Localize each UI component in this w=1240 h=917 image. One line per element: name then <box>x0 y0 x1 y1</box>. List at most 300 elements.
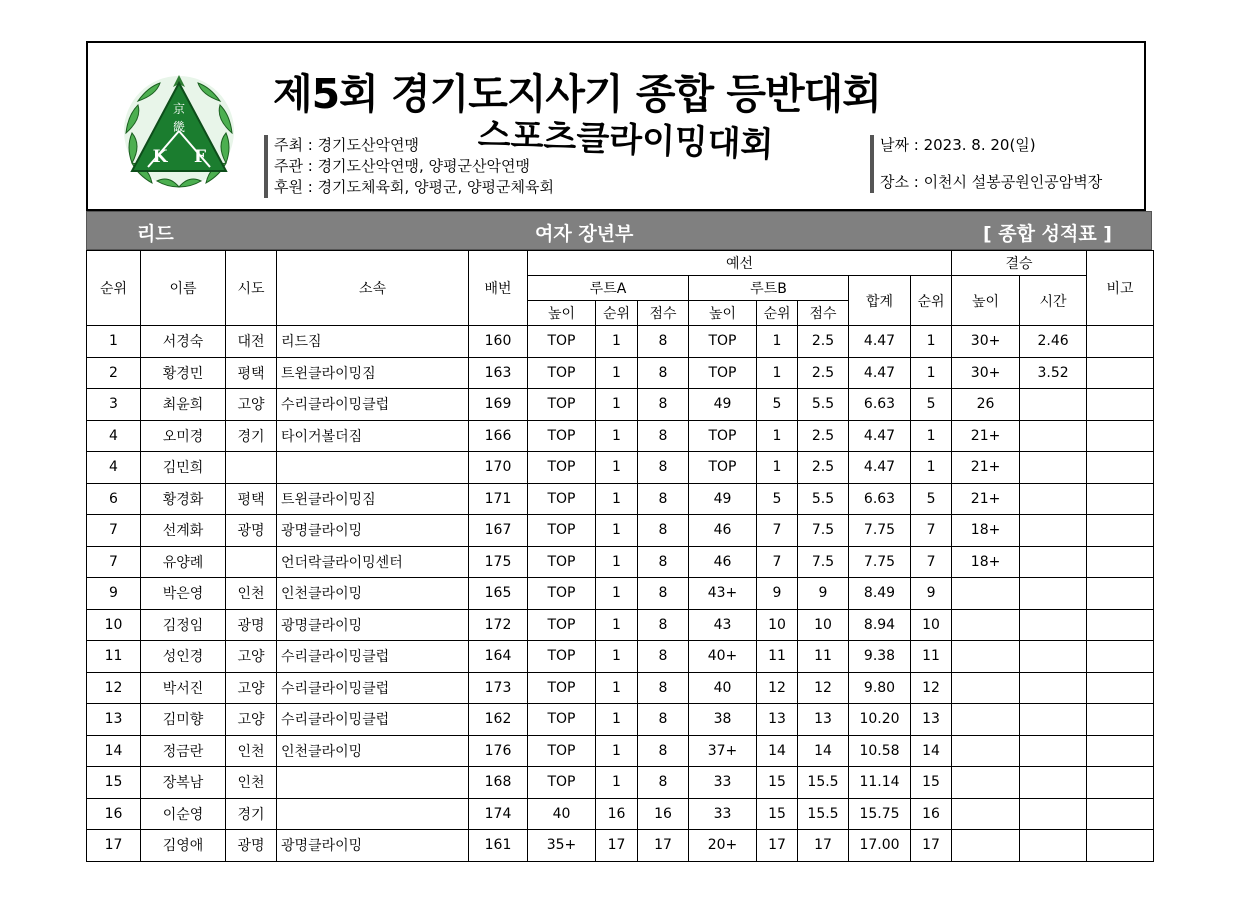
cell-final-height: 30+ <box>952 326 1020 358</box>
cell-b-points: 9 <box>798 578 849 610</box>
cell-final-height: 18+ <box>952 515 1020 547</box>
cell-a-rank: 1 <box>596 546 638 578</box>
cell-note <box>1087 578 1154 610</box>
cell-rank: 7 <box>87 515 141 547</box>
cell-note <box>1087 672 1154 704</box>
cell-qual-rank: 7 <box>911 546 952 578</box>
cell-rank: 4 <box>87 452 141 484</box>
cell-name: 김민희 <box>141 452 226 484</box>
table-row <box>87 798 1154 830</box>
cell-a-rank: 1 <box>596 704 638 736</box>
cell-name: 성인경 <box>141 641 226 673</box>
cell-name: 김정임 <box>141 609 226 641</box>
cell-a-height: TOP <box>528 483 596 515</box>
cell-a-rank: 1 <box>596 672 638 704</box>
cell-a-rank: 1 <box>596 452 638 484</box>
cell-name: 정금란 <box>141 735 226 767</box>
cell-a-height: TOP <box>528 420 596 452</box>
cell-note <box>1087 641 1154 673</box>
cell-final-time <box>1020 830 1087 862</box>
cell-final-time <box>1020 704 1087 736</box>
cell-total: 7.75 <box>849 546 911 578</box>
cell-rank: 7 <box>87 546 141 578</box>
cell-final-time <box>1020 609 1087 641</box>
cell-final-time <box>1020 452 1087 484</box>
cell-region: 고양 <box>226 672 277 704</box>
cell-rank: 6 <box>87 483 141 515</box>
logo-char-2: 畿 <box>172 120 186 134</box>
cell-note <box>1087 735 1154 767</box>
organizer-text: 주관 : 경기도산악연맹, 양평군산악연맹 <box>274 157 530 175</box>
event-header <box>86 41 1146 211</box>
cell-a-height: TOP <box>528 546 596 578</box>
cell-total: 11.14 <box>849 767 911 799</box>
cell-final-height <box>952 735 1020 767</box>
cell-bib: 176 <box>469 735 528 767</box>
cell-bib: 172 <box>469 609 528 641</box>
cell-final-time <box>1020 578 1087 610</box>
cell-note <box>1087 326 1154 358</box>
table-row <box>87 735 1154 767</box>
cell-total: 4.47 <box>849 357 911 389</box>
cell-a-points: 8 <box>638 641 689 673</box>
cell-b-points: 5.5 <box>798 483 849 515</box>
cell-a-height: 35+ <box>528 830 596 862</box>
cell-a-height: TOP <box>528 704 596 736</box>
cell-b-height: 46 <box>689 546 757 578</box>
header-qualification: 예선 <box>528 251 952 276</box>
cell-b-rank: 1 <box>757 420 798 452</box>
organizer-info <box>264 135 554 198</box>
cell-region: 평택 <box>226 357 277 389</box>
cell-qual-rank: 10 <box>911 609 952 641</box>
cell-total: 6.63 <box>849 483 911 515</box>
cell-region: 광명 <box>226 609 277 641</box>
cell-b-height: TOP <box>689 452 757 484</box>
cell-region: 광명 <box>226 515 277 547</box>
cell-a-rank: 1 <box>596 578 638 610</box>
header-region: 시도 <box>226 251 277 326</box>
cell-qual-rank: 9 <box>911 578 952 610</box>
header-rank: 순위 <box>87 251 141 326</box>
cell-affiliation: 타이거볼더짐 <box>277 420 469 452</box>
cell-qual-rank: 5 <box>911 389 952 421</box>
cell-total: 10.58 <box>849 735 911 767</box>
cell-a-points: 17 <box>638 830 689 862</box>
cell-rank: 16 <box>87 798 141 830</box>
cell-bib: 166 <box>469 420 528 452</box>
cell-final-height: 18+ <box>952 546 1020 578</box>
cell-b-points: 15.5 <box>798 767 849 799</box>
cell-a-rank: 17 <box>596 830 638 862</box>
cell-name: 서경숙 <box>141 326 226 358</box>
cell-b-points: 2.5 <box>798 420 849 452</box>
cell-a-height: TOP <box>528 609 596 641</box>
cell-a-points: 8 <box>638 735 689 767</box>
cell-a-height: TOP <box>528 357 596 389</box>
cell-bib: 163 <box>469 357 528 389</box>
event-label: 리드 <box>137 223 174 245</box>
cell-b-height: 43+ <box>689 578 757 610</box>
cell-b-height: TOP <box>689 326 757 358</box>
cell-affiliation: 리드짐 <box>277 326 469 358</box>
header-bib: 배번 <box>469 251 528 326</box>
header-total: 합계 <box>849 276 911 326</box>
cell-b-height: TOP <box>689 357 757 389</box>
cell-final-time <box>1020 546 1087 578</box>
cell-a-height: TOP <box>528 641 596 673</box>
header-note: 비고 <box>1087 251 1154 326</box>
cell-a-rank: 1 <box>596 641 638 673</box>
sponsor-text: 후원 : 경기도체육회, 양평군, 양평군체육회 <box>274 178 554 196</box>
cell-name: 박서진 <box>141 672 226 704</box>
cell-b-height: 49 <box>689 483 757 515</box>
cell-a-points: 8 <box>638 546 689 578</box>
cell-name: 최윤희 <box>141 389 226 421</box>
cell-b-height: 38 <box>689 704 757 736</box>
cell-bib: 162 <box>469 704 528 736</box>
cell-affiliation: 언더락클라이밍센터 <box>277 546 469 578</box>
cell-rank: 1 <box>87 326 141 358</box>
cell-b-rank: 15 <box>757 798 798 830</box>
cell-b-rank: 15 <box>757 767 798 799</box>
cell-name: 장복남 <box>141 767 226 799</box>
results-table <box>86 250 1154 862</box>
cell-a-height: TOP <box>528 515 596 547</box>
header-b-height: 높이 <box>689 301 757 326</box>
cell-affiliation: 수리클라이밍클럽 <box>277 641 469 673</box>
cell-name: 박은영 <box>141 578 226 610</box>
cell-region: 인천 <box>226 578 277 610</box>
cell-final-height: 30+ <box>952 357 1020 389</box>
cell-qual-rank: 16 <box>911 798 952 830</box>
cell-region: 평택 <box>226 483 277 515</box>
logo-char-4: F <box>193 147 207 167</box>
cell-final-time <box>1020 483 1087 515</box>
cell-b-height: 40 <box>689 672 757 704</box>
cell-qual-rank: 7 <box>911 515 952 547</box>
cell-note <box>1087 483 1154 515</box>
cell-note <box>1087 767 1154 799</box>
cell-final-height: 26 <box>952 389 1020 421</box>
cell-b-rank: 13 <box>757 704 798 736</box>
cell-a-points: 8 <box>638 452 689 484</box>
cell-name: 황경화 <box>141 483 226 515</box>
cell-bib: 165 <box>469 578 528 610</box>
host-text: 주최 : 경기도산악연맹 <box>274 136 420 154</box>
cell-b-rank: 1 <box>757 326 798 358</box>
cell-a-rank: 1 <box>596 609 638 641</box>
cell-region: 경기 <box>226 798 277 830</box>
cell-a-height: TOP <box>528 452 596 484</box>
cell-total: 7.75 <box>849 515 911 547</box>
cell-affiliation: 트윈클라이밍짐 <box>277 357 469 389</box>
cell-b-rank: 1 <box>757 357 798 389</box>
cell-b-points: 11 <box>798 641 849 673</box>
cell-qual-rank: 12 <box>911 672 952 704</box>
cell-b-rank: 17 <box>757 830 798 862</box>
cell-region: 대전 <box>226 326 277 358</box>
cell-a-points: 8 <box>638 326 689 358</box>
cell-bib: 169 <box>469 389 528 421</box>
cell-name: 선계화 <box>141 515 226 547</box>
cell-final-time: 2.46 <box>1020 326 1087 358</box>
header-b-rank: 순위 <box>757 301 798 326</box>
cell-b-rank: 1 <box>757 452 798 484</box>
cell-rank: 4 <box>87 420 141 452</box>
cell-a-height: TOP <box>528 389 596 421</box>
cell-b-points: 2.5 <box>798 452 849 484</box>
cell-rank: 17 <box>87 830 141 862</box>
cell-b-height: 49 <box>689 389 757 421</box>
header-name: 이름 <box>141 251 226 326</box>
cell-rank: 12 <box>87 672 141 704</box>
cell-affiliation: 광명클라이밍 <box>277 515 469 547</box>
header-b-points: 점수 <box>798 301 849 326</box>
cell-a-points: 8 <box>638 483 689 515</box>
cell-note <box>1087 515 1154 547</box>
cell-rank: 2 <box>87 357 141 389</box>
cell-a-rank: 1 <box>596 357 638 389</box>
cell-affiliation: 인천클라이밍 <box>277 578 469 610</box>
cell-b-rank: 5 <box>757 483 798 515</box>
cell-bib: 173 <box>469 672 528 704</box>
cell-note <box>1087 420 1154 452</box>
cell-a-points: 8 <box>638 672 689 704</box>
cell-qual-rank: 14 <box>911 735 952 767</box>
cell-b-points: 14 <box>798 735 849 767</box>
cell-bib: 168 <box>469 767 528 799</box>
cell-affiliation: 인천클라이밍 <box>277 735 469 767</box>
cell-a-height: TOP <box>528 578 596 610</box>
cell-affiliation: 광명클라이밍 <box>277 609 469 641</box>
logo-char-3: K <box>152 147 168 167</box>
cell-final-time <box>1020 672 1087 704</box>
cell-rank: 10 <box>87 609 141 641</box>
cell-a-points: 8 <box>638 357 689 389</box>
table-row <box>87 326 1154 358</box>
table-row <box>87 546 1154 578</box>
cell-bib: 170 <box>469 452 528 484</box>
table-row <box>87 357 1154 389</box>
cell-b-points: 10 <box>798 609 849 641</box>
cell-bib: 164 <box>469 641 528 673</box>
cell-qual-rank: 13 <box>911 704 952 736</box>
cell-final-height <box>952 641 1020 673</box>
cell-a-height: 40 <box>528 798 596 830</box>
cell-a-height: TOP <box>528 326 596 358</box>
cell-b-height: 43 <box>689 609 757 641</box>
cell-affiliation: 수리클라이밍클럽 <box>277 389 469 421</box>
table-row <box>87 483 1154 515</box>
cell-b-rank: 5 <box>757 389 798 421</box>
cell-final-height <box>952 578 1020 610</box>
cell-bib: 160 <box>469 326 528 358</box>
cell-a-points: 16 <box>638 798 689 830</box>
cell-name: 이순영 <box>141 798 226 830</box>
cell-final-height: 21+ <box>952 483 1020 515</box>
cell-b-height: 40+ <box>689 641 757 673</box>
results-body <box>87 326 1154 862</box>
header-qual-rank: 순위 <box>911 276 952 326</box>
cell-final-time <box>1020 735 1087 767</box>
cell-a-rank: 1 <box>596 735 638 767</box>
cell-b-rank: 9 <box>757 578 798 610</box>
cell-rank: 15 <box>87 767 141 799</box>
cell-qual-rank: 5 <box>911 483 952 515</box>
cell-a-rank: 1 <box>596 483 638 515</box>
cell-a-height: TOP <box>528 767 596 799</box>
cell-name: 오미경 <box>141 420 226 452</box>
cell-bib: 167 <box>469 515 528 547</box>
cell-affiliation: 수리클라이밍클럽 <box>277 704 469 736</box>
cell-a-height: TOP <box>528 672 596 704</box>
cell-b-rank: 12 <box>757 672 798 704</box>
cell-affiliation <box>277 452 469 484</box>
cell-a-rank: 1 <box>596 389 638 421</box>
cell-b-points: 17 <box>798 830 849 862</box>
table-row <box>87 704 1154 736</box>
date-place-info <box>870 135 1102 193</box>
cell-b-points: 5.5 <box>798 389 849 421</box>
logo-char-1: 京 <box>172 102 186 116</box>
cell-a-points: 8 <box>638 389 689 421</box>
cell-b-height: 33 <box>689 767 757 799</box>
cell-final-height: 21+ <box>952 452 1020 484</box>
cell-total: 9.80 <box>849 672 911 704</box>
page-title: 제5회 경기도지사기 종합 등반대회 <box>273 70 881 118</box>
federation-logo <box>118 71 240 189</box>
cell-note <box>1087 452 1154 484</box>
cell-total: 8.94 <box>849 609 911 641</box>
cell-a-rank: 1 <box>596 420 638 452</box>
table-row <box>87 641 1154 673</box>
cell-b-points: 12 <box>798 672 849 704</box>
header-route-a: 루트A <box>528 276 689 301</box>
cell-total: 9.38 <box>849 641 911 673</box>
cell-note <box>1087 546 1154 578</box>
cell-a-points: 8 <box>638 515 689 547</box>
table-row <box>87 830 1154 862</box>
category-bar <box>86 211 1152 250</box>
cell-b-points: 15.5 <box>798 798 849 830</box>
cell-final-time <box>1020 515 1087 547</box>
date-text: 날짜 : 2023. 8. 20(일) <box>880 136 1036 154</box>
cell-a-points: 8 <box>638 578 689 610</box>
cell-a-rank: 1 <box>596 515 638 547</box>
cell-b-height: 46 <box>689 515 757 547</box>
header-final-height: 높이 <box>952 276 1020 326</box>
cell-region: 고양 <box>226 641 277 673</box>
cell-b-rank: 10 <box>757 609 798 641</box>
cell-region <box>226 452 277 484</box>
cell-affiliation: 수리클라이밍클럽 <box>277 672 469 704</box>
cell-qual-rank: 1 <box>911 357 952 389</box>
cell-b-height: 33 <box>689 798 757 830</box>
cell-total: 10.20 <box>849 704 911 736</box>
cell-region: 인천 <box>226 767 277 799</box>
cell-total: 4.47 <box>849 326 911 358</box>
table-row <box>87 515 1154 547</box>
cell-b-rank: 11 <box>757 641 798 673</box>
cell-note <box>1087 798 1154 830</box>
cell-total: 8.49 <box>849 578 911 610</box>
cell-region <box>226 546 277 578</box>
header-a-rank: 순위 <box>596 301 638 326</box>
cell-b-height: 20+ <box>689 830 757 862</box>
cell-name: 유양례 <box>141 546 226 578</box>
table-row <box>87 767 1154 799</box>
sheet-title: [ 종합 성적표 ] <box>983 223 1112 245</box>
cell-bib: 161 <box>469 830 528 862</box>
cell-final-height <box>952 767 1020 799</box>
cell-final-time <box>1020 641 1087 673</box>
cell-b-points: 7.5 <box>798 515 849 547</box>
cell-region: 고양 <box>226 704 277 736</box>
cell-name: 황경민 <box>141 357 226 389</box>
cell-final-height <box>952 704 1020 736</box>
cell-qual-rank: 1 <box>911 326 952 358</box>
cell-total: 15.75 <box>849 798 911 830</box>
cell-final-time: 3.52 <box>1020 357 1087 389</box>
cell-region: 경기 <box>226 420 277 452</box>
cell-final-height <box>952 609 1020 641</box>
cell-final-time <box>1020 798 1087 830</box>
header-route-b: 루트B <box>689 276 849 301</box>
header-final: 결승 <box>952 251 1087 276</box>
header-affiliation: 소속 <box>277 251 469 326</box>
cell-a-rank: 1 <box>596 767 638 799</box>
cell-final-height: 21+ <box>952 420 1020 452</box>
cell-final-height <box>952 672 1020 704</box>
cell-b-rank: 7 <box>757 515 798 547</box>
cell-qual-rank: 1 <box>911 452 952 484</box>
table-row <box>87 609 1154 641</box>
cell-note <box>1087 389 1154 421</box>
cell-final-time <box>1020 767 1087 799</box>
cell-bib: 171 <box>469 483 528 515</box>
cell-a-points: 8 <box>638 609 689 641</box>
cell-final-height <box>952 830 1020 862</box>
cell-qual-rank: 17 <box>911 830 952 862</box>
cell-affiliation <box>277 767 469 799</box>
cell-note <box>1087 830 1154 862</box>
cell-rank: 9 <box>87 578 141 610</box>
cell-final-time <box>1020 420 1087 452</box>
cell-rank: 3 <box>87 389 141 421</box>
table-row <box>87 420 1154 452</box>
cell-bib: 175 <box>469 546 528 578</box>
cell-note <box>1087 609 1154 641</box>
header-a-height: 높이 <box>528 301 596 326</box>
cell-final-time <box>1020 389 1087 421</box>
cell-total: 4.47 <box>849 452 911 484</box>
cell-a-points: 8 <box>638 704 689 736</box>
cell-a-height: TOP <box>528 735 596 767</box>
cell-total: 17.00 <box>849 830 911 862</box>
cell-rank: 14 <box>87 735 141 767</box>
cell-total: 6.63 <box>849 389 911 421</box>
cell-b-rank: 14 <box>757 735 798 767</box>
table-row <box>87 672 1154 704</box>
cell-a-points: 8 <box>638 420 689 452</box>
cell-region: 고양 <box>226 389 277 421</box>
header-final-time: 시간 <box>1020 276 1087 326</box>
cell-b-points: 13 <box>798 704 849 736</box>
cell-affiliation: 트윈클라이밍짐 <box>277 483 469 515</box>
cell-b-rank: 7 <box>757 546 798 578</box>
cell-qual-rank: 15 <box>911 767 952 799</box>
